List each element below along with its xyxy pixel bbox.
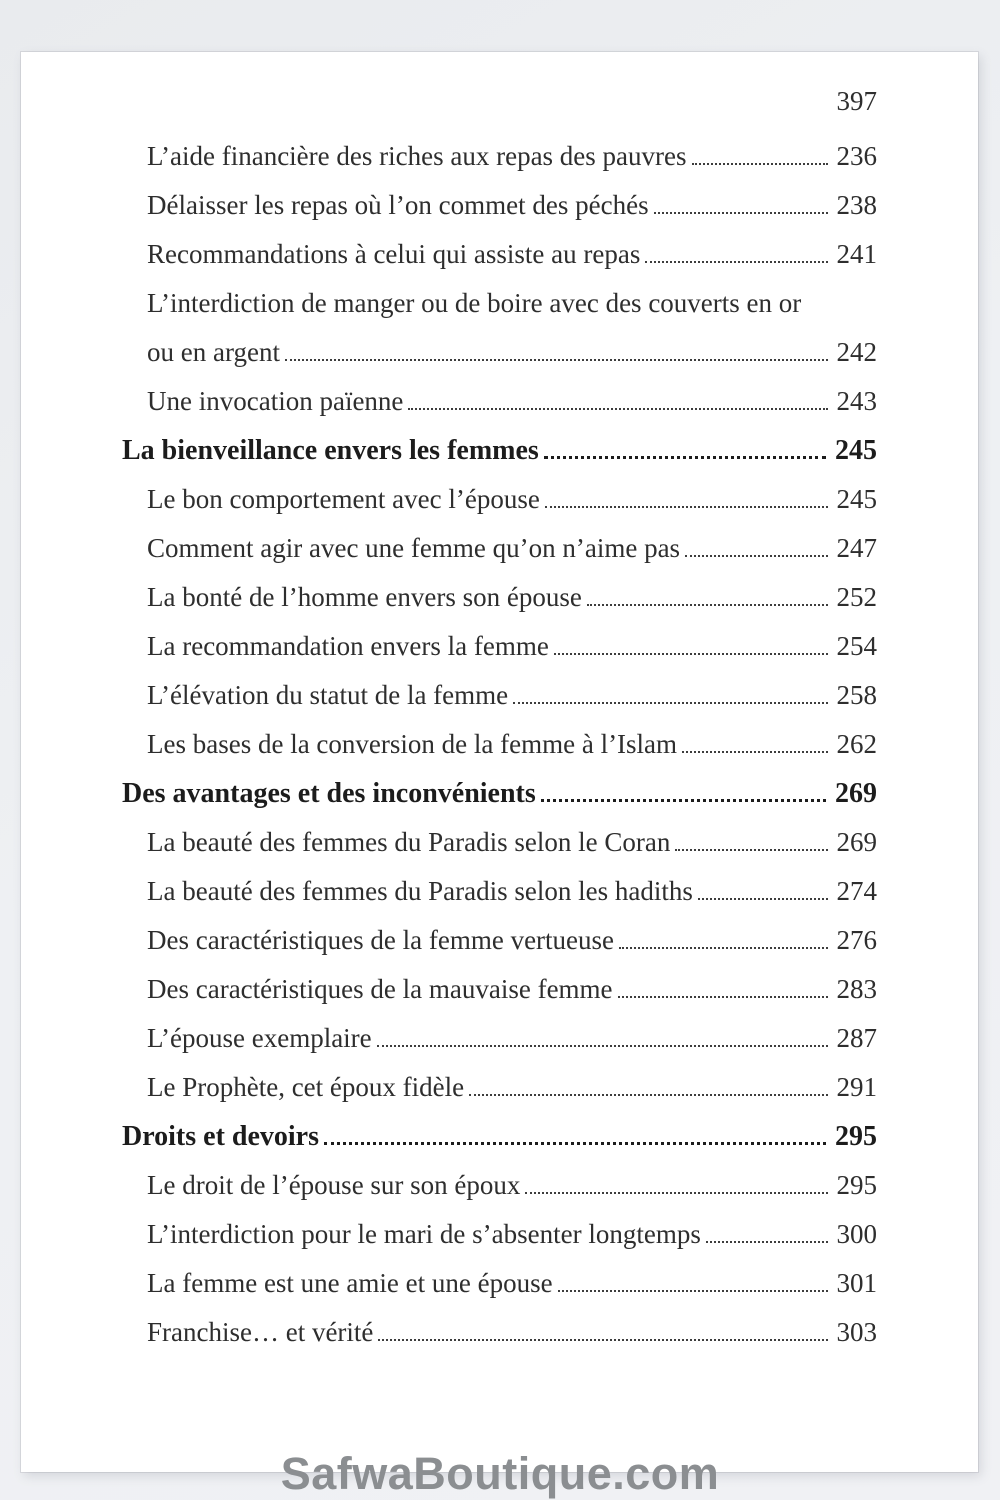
toc-leader-dots [654, 209, 828, 214]
toc-entry-title: Une invocation païenne [147, 386, 404, 416]
toc-entry [122, 731, 877, 758]
toc-entry-page: 262 [836, 729, 877, 759]
toc-leader-dots [685, 552, 827, 557]
toc-entry-page: 295 [835, 1121, 877, 1152]
toc-entry-title: L’aide financière des riches aux repas des pauvres [147, 141, 687, 171]
toc-entry-page: 301 [836, 1268, 877, 1298]
toc-entry-page: 252 [836, 582, 877, 612]
toc-entry-page: 242 [836, 337, 877, 367]
toc-entry-page: 245 [836, 484, 877, 514]
toc-entry-title: La femme est une amie et une épouse [147, 1268, 553, 1298]
toc-entry [122, 1074, 877, 1101]
toc-entry-title: Des caractéristiques de la femme vertueuse [147, 925, 615, 955]
toc-entry [122, 584, 877, 611]
book-page [21, 52, 978, 1472]
toc-entry-page: 295 [836, 1170, 877, 1200]
toc-entry [122, 829, 877, 856]
toc-leader-dots [513, 699, 827, 704]
toc-entry [122, 682, 877, 709]
toc-entry [122, 927, 877, 954]
toc-entry-title: Droits et devoirs [122, 1121, 319, 1152]
toc-entry [122, 1221, 877, 1248]
toc-entry-page: 283 [836, 974, 877, 1004]
toc-entry-page: 247 [836, 533, 877, 563]
watermark-text: SafwaBoutique.com [280, 1448, 720, 1499]
toc-leader-dots [554, 650, 828, 655]
toc-leader-dots [544, 453, 826, 459]
toc-entry-page: 276 [836, 925, 877, 955]
toc-leader-dots [619, 944, 827, 949]
toc-entry [122, 143, 877, 170]
toc-entry-title: Le droit de l’épouse sur son époux [147, 1170, 521, 1200]
toc-entry [122, 1172, 877, 1199]
toc-entry [122, 339, 877, 366]
toc-entry-title: Recommandations à celui qui assiste au repas [147, 239, 641, 269]
toc-entry [122, 535, 877, 562]
toc-entry-page: 258 [836, 680, 877, 710]
toc-leader-dots [324, 1139, 826, 1145]
toc-entry-title: Des caractéristiques de la mauvaise femme [147, 974, 613, 1004]
toc-leader-dots [469, 1091, 827, 1096]
toc-leader-dots [285, 356, 828, 361]
toc-entry-title: Des avantages et des inconvénients [122, 778, 536, 809]
page-number-header: 397 [836, 86, 877, 116]
toc-entry [122, 486, 877, 513]
toc-entry-title: La beauté des femmes du Paradis selon le Coran [147, 827, 671, 857]
toc-entry [122, 388, 877, 415]
toc-entry-title: Délaisser les repas où l’on commet des péchés [147, 190, 649, 220]
toc-entry-page: 269 [836, 827, 877, 857]
toc-entry-title: L’interdiction de manger ou de boire avec des couverts en or [147, 288, 802, 318]
toc-leader-dots [706, 1238, 828, 1243]
toc-leader-dots [698, 895, 828, 900]
toc-leader-dots [587, 601, 828, 606]
toc-entry [122, 976, 877, 1003]
toc-entry-title: La bonté de l’homme envers son épouse [147, 582, 582, 612]
toc-leader-dots [545, 503, 828, 508]
toc-entry-page: 236 [836, 141, 877, 171]
toc-entry-page: 238 [836, 190, 877, 220]
toc-leader-dots [558, 1287, 828, 1292]
toc-leader-dots [525, 1189, 827, 1194]
toc-entry-title: Comment agir avec une femme qu’on n’aime pas [147, 533, 681, 563]
toc-leader-dots [645, 258, 827, 263]
toc-leader-dots [378, 1336, 827, 1341]
toc-entry [122, 878, 877, 905]
toc-entry-title: La recommandation envers la femme [147, 631, 549, 661]
toc-entry-title: Franchise… et vérité [147, 1317, 374, 1347]
toc-entry [122, 1319, 877, 1346]
toc-entry-page: 303 [836, 1317, 877, 1347]
toc-entry [122, 780, 877, 807]
toc-entry [122, 1123, 877, 1150]
toc-entry-page: 241 [836, 239, 877, 269]
toc-entry-title: ou en argent [147, 337, 280, 367]
toc-entry [122, 1270, 877, 1297]
toc-entry-page: 291 [836, 1072, 877, 1102]
toc-entry-title: L’élévation du statut de la femme [147, 680, 509, 710]
toc-leader-dots [618, 993, 828, 998]
toc-entry-title: Le bon comportement avec l’épouse [147, 484, 540, 514]
toc-entry [122, 437, 877, 464]
toc-leader-dots [541, 796, 826, 802]
toc-entry [122, 633, 877, 660]
toc-entry-page: 300 [836, 1219, 877, 1249]
toc-entry-title: Les bases de la conversion de la femme à l’Islam [147, 729, 678, 759]
toc-entry [122, 1025, 877, 1052]
toc-entry-page: 287 [836, 1023, 877, 1053]
toc-entry [122, 192, 877, 219]
toc-leader-dots [377, 1042, 828, 1047]
toc-entry-page: 269 [835, 778, 877, 809]
toc-entry-title: L’épouse exemplaire [147, 1023, 372, 1053]
toc-entry [122, 290, 877, 317]
toc-leader-dots [682, 748, 827, 753]
toc-entry-title: La beauté des femmes du Paradis selon les hadiths [147, 876, 693, 906]
toc-entry-page: 254 [836, 631, 877, 661]
toc-entry-title: L’interdiction pour le mari de s’absenter longtemps [147, 1219, 701, 1249]
toc-entry-page: 243 [836, 386, 877, 416]
toc-entry-title: Le Prophète, cet époux fidèle [147, 1072, 465, 1102]
toc-entry-page: 245 [835, 435, 877, 466]
toc-entry-page: 274 [836, 876, 877, 906]
toc-leader-dots [408, 405, 827, 410]
toc-entry [122, 241, 877, 268]
toc-entry-title: La bienveillance envers les femmes [122, 435, 539, 466]
table-of-contents [122, 143, 877, 1346]
toc-leader-dots [675, 846, 827, 851]
toc-leader-dots [692, 160, 828, 165]
